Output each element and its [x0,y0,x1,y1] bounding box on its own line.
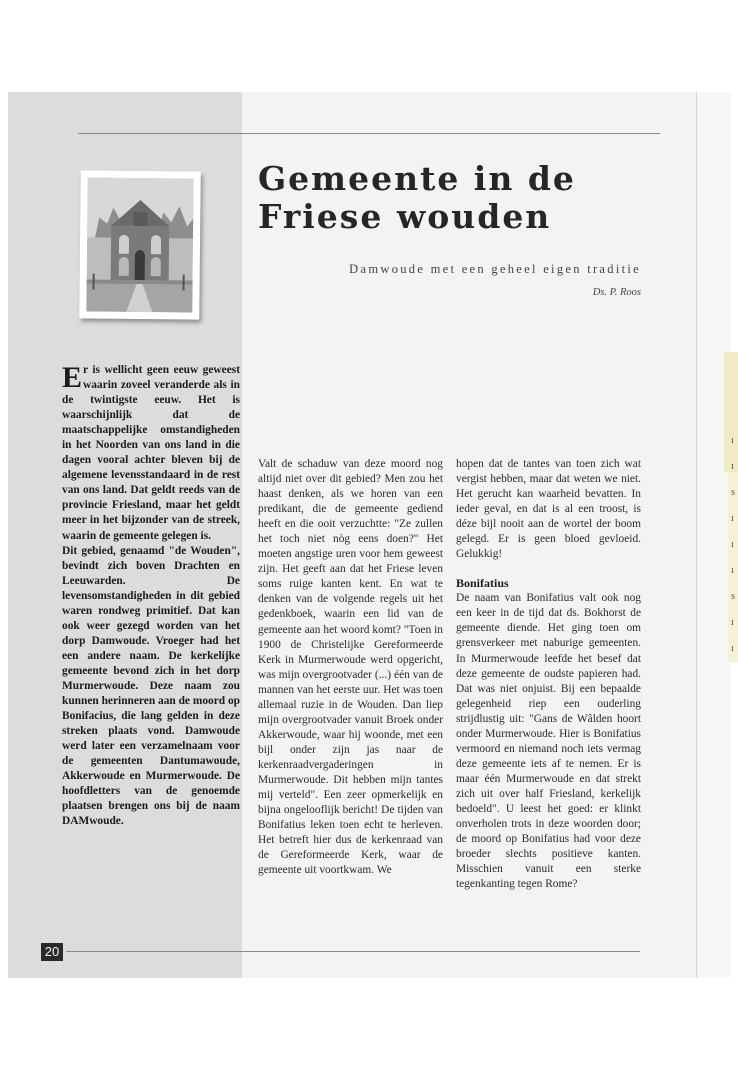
intro-column [62,363,240,829]
article-title [258,160,698,236]
article-subtitle: Damwoude met een geheel eigen traditie [349,262,641,276]
right-column-paragraph-1: hopen dat de tantes van toen zich wat vergist hebben, maar dat weten we niet. Het gerucht kan waarheid bevatten. In ieder geval, en dat is al een troost, is déze bijl nooit aan de wortel der boom gelegd. Er is geen bloed gevloeid. Gelukkig! [456,458,641,561]
middle-column-text: Valt de schaduw van deze moord nog altijd niet over dit gebied? Men zou het haast denken, als we horen van een predikant, die de gemeente gediend heeft en die ooit verzuchtte: "Ze zullen het toch niet nòg eens doen?" Het moeten angstige uren voor hem geweest zijn. Het geeft aan dat het Friese leven soms ruige kanten kent. En wat te denken van de volgende regels uit het gedenkboek, waarin een lid van de gemeente aan het woord komt? "Toen in 1900 de Christelijke Gereformeerde Kerk in Murmerwoude werd opgericht, was mijn overgrootvader (...) één van de mannen van het eerste uur. Het was toen allemaal ruzie in de Wouden. Dan liep mijn overgrootvader vanuit Broek onder Akkerwoude, waar hij woonde, met een bijl onder zijn jas naar de kerkenraadvergaderingen in Murmerwoude. Dit hebben mijn tantes mij verteld". Een zeer opmerkelijk en bijna ongelooflijk bericht! De tijden van Bonifatius leken toen echt te herleven. Het betreft hier dus de kerkenraad van de Gereformeerde Kerk, waar de gemeente uit voortkwam. We [258,458,443,877]
intro-paragraph-1-text: r is wellicht geen eeuw geweest waarin zoveel veranderde als in de twintigste eeuw. Het is waarschijnlijk dat de maatschappelijke omstandigheden in het Noorden van ons land in die dagen vooral achter bleven bij de algemene levensstandaard in de rest van ons land. Dat geldt reeds van de provincie Friesland, maar het geldt meer in het bijzonder van de streek, waarin de gemeente gelegen is. [62,364,240,542]
church-photo [79,170,201,319]
next-page-edge [696,92,731,978]
church-illustration [86,177,193,312]
intro-paragraph-2: Dit gebied, genaamd "de Wouden", bevindt zich boven Drachten en Leeuwarden. De levensomstandigheden in dit gebied waren rondweg primitief. Dat kan ook weer gezegd worden van het dorp Damwoude. Vroeger had het een andere naam. De kerkelijke gemeente bevond zich in het dorp Murmerwoude. Deze naam zou kunnen herinneren aan de moord op Bonifacius, die lang gelden in deze streken plaats vond. Damwoude werd later een verzamelnaam voor de gemeenten Dantumawoude, Akkerwoude en Murmerwoude. De hoofdletters van de genoemde plaatsen brengen ons bij de naam DAMwoude. [62,544,240,828]
article-author: Ds. P. Roos [592,287,641,298]
right-column-paragraph-2: De naam van Bonifatius valt ook nog een keer in de tijd dat ds. Bokhorst de gemeente diende. Het ging toen om grensverkeer met naburige gemeenten. In Murmerwoude leefde het besef dat deze gemeente de oudste papieren had. Dat was niet onjuist. Bij een bepaalde gelegenheid riep een ouderling strijdlustig uit: "Gans de Wâlden hoort onder Murmerwoude. Hier is Bonifatius vermoord en niemand noch iets vermag deze gemeente iets af te nemen. Er is maar één Murmerwoude en dat strekt zich uit over half Friesland, kerkelijk bedoeld". U leest het goed: er klinkt onverholen trots in deze woorden door; de moord op Bonifatius had voor deze broeder slechts positieve kanten. Misschien vanuit een sterke tegenkanting tegen Rome? [456,592,641,891]
middle-column [258,457,443,878]
section-heading: Bonifatius [456,576,509,591]
top-rule [78,133,660,134]
right-column [456,457,641,892]
bottom-rule [66,951,640,952]
drop-cap: E [62,361,83,394]
next-page-text-fragments: ı ı s ı ı ı s ı ı [731,435,735,654]
title-line-2: Friese wouden [258,197,552,236]
page-number: 20 [41,943,63,961]
title-line-1: Gemeente in de [258,159,576,198]
intro-paragraph-1 [62,363,240,544]
